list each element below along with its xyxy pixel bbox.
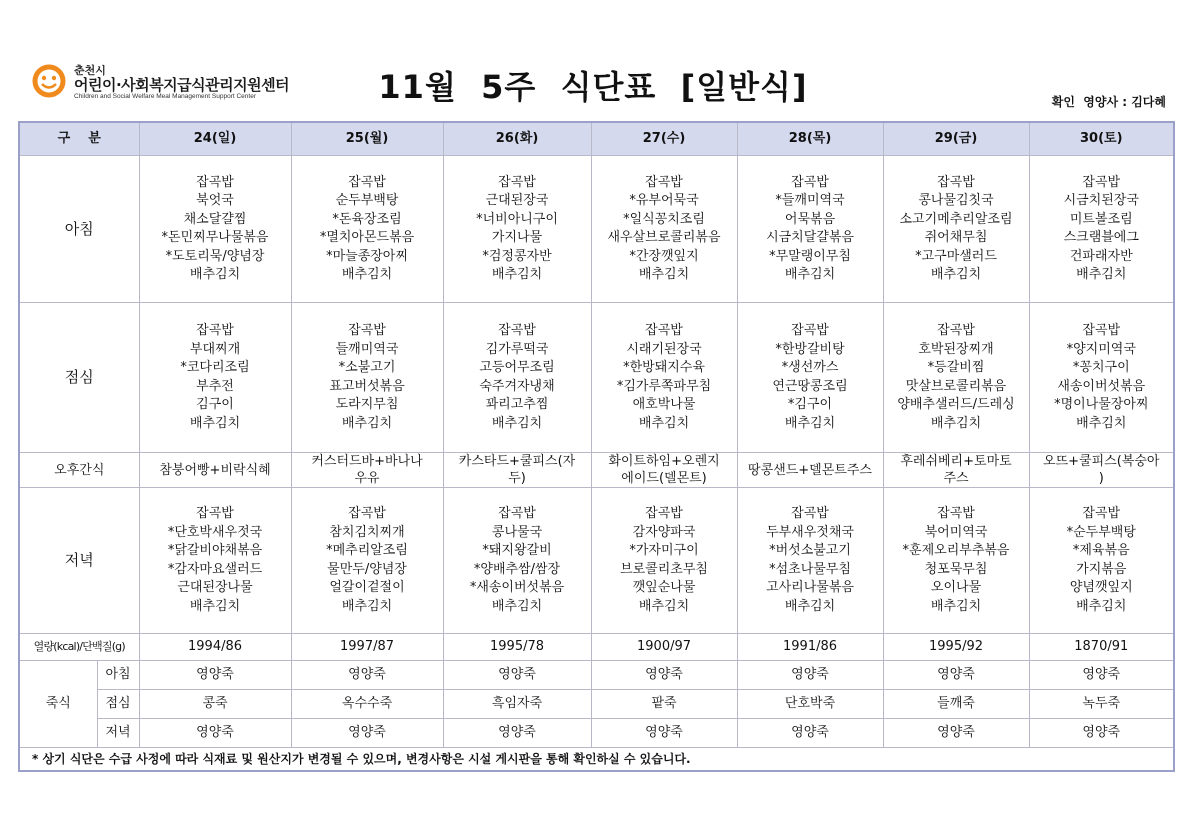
menu-item: 잡곡밥 xyxy=(791,506,829,521)
lunch-menu-cell xyxy=(139,303,291,453)
menu-item: 배추김치 xyxy=(638,598,690,614)
porridge-item: 영양죽 xyxy=(443,661,591,690)
menu-item: *제육볶음 xyxy=(1072,543,1130,558)
menu-item: *가자미구이 xyxy=(629,543,699,558)
lunch-menu-cell xyxy=(443,303,591,453)
menu-item: 배추김치 xyxy=(189,267,241,282)
menu-item: *마늘종장아찌 xyxy=(326,248,408,264)
page-title: 11월 5주 식단표 [일반식] xyxy=(378,68,808,106)
menu-item: 잡곡밥 xyxy=(937,323,975,338)
menu-item: *들깨미역국 xyxy=(775,193,845,208)
menu-item: 물만두/양념장 xyxy=(327,561,407,577)
menu-item: *꽁치구이 xyxy=(1072,360,1130,375)
logo-name: 어린이·사회복지급식관리지원센터 xyxy=(74,76,290,94)
dinner-menu-cell xyxy=(139,488,291,634)
menu-item: 잡곡밥 xyxy=(791,174,829,190)
snack-item: 참붕어빵+비락식혜 xyxy=(159,462,271,478)
day-header: 24(일) xyxy=(139,122,291,156)
lunch-row xyxy=(19,303,1174,453)
menu-item: 잡곡밥 xyxy=(645,506,683,521)
lunch-menu-cell xyxy=(737,303,883,453)
menu-item: 배추김치 xyxy=(638,415,690,431)
footnote-row xyxy=(19,748,1174,772)
meal-label-dinner: 저녁 xyxy=(19,488,139,634)
porridge-item: 영양죽 xyxy=(291,719,443,748)
porridge-item: 들깨죽 xyxy=(883,690,1029,719)
menu-item: 건파래자반 xyxy=(1069,248,1133,264)
menu-item: *너비아니구이 xyxy=(476,211,558,227)
porridge-sub-label: 점심 xyxy=(97,690,139,719)
menu-item: *메추리알조림 xyxy=(326,543,408,558)
meal-label-breakfast: 아침 xyxy=(19,156,139,303)
nutrition-value: 1997/87 xyxy=(291,634,443,661)
menu-item: 연근땅콩조림 xyxy=(772,378,848,394)
menu-item: 시금치달걀볶음 xyxy=(766,230,854,245)
menu-item: *무말랭이무침 xyxy=(769,248,851,264)
menu-item: 배추김치 xyxy=(341,267,393,282)
menu-item: *멸치아몬드볶음 xyxy=(319,230,415,245)
menu-item: 잡곡밥 xyxy=(196,323,234,338)
snack-cell xyxy=(443,453,591,488)
menu-item: 새우살브로콜리볶음 xyxy=(607,230,721,245)
snack-cell xyxy=(139,453,291,488)
menu-item: 배추김치 xyxy=(930,415,982,431)
menu-item: 얼갈이겉절이 xyxy=(329,580,405,595)
menu-item: 새송이버섯볶음 xyxy=(1057,378,1146,394)
menu-item: 숙주겨자냉채 xyxy=(479,378,555,394)
nutrition-value: 1995/78 xyxy=(443,634,591,661)
menu-item: 부추전 xyxy=(196,378,234,394)
snack-item: ) xyxy=(1098,471,1104,486)
logo-city: 춘천시 xyxy=(74,64,106,77)
breakfast-menu-cell xyxy=(443,156,591,303)
menu-item: 배추김치 xyxy=(784,415,836,431)
dinner-menu-cell xyxy=(1029,488,1174,634)
menu-item: 깻잎순나물 xyxy=(632,580,696,595)
breakfast-row xyxy=(19,156,1174,303)
menu-item: *김구이 xyxy=(787,397,833,412)
menu-item: *훈제오리부추볶음 xyxy=(902,543,1010,558)
menu-item: 잡곡밥 xyxy=(348,323,386,338)
menu-item: 배추김치 xyxy=(638,267,690,282)
menu-item: 배추김치 xyxy=(930,267,982,282)
day-header: 28(목) xyxy=(737,122,883,156)
menu-item: 잡곡밥 xyxy=(937,506,975,521)
menu-item: 잡곡밥 xyxy=(645,174,683,190)
menu-item: 어묵볶음 xyxy=(784,211,836,227)
menu-item: 도라지무침 xyxy=(335,397,399,412)
porridge-row-dinner xyxy=(19,719,1174,748)
menu-item: 잡곡밥 xyxy=(498,174,536,190)
menu-item: *도토리묵/양념장 xyxy=(165,248,265,264)
lunch-menu-cell xyxy=(883,303,1029,453)
menu-item: *한방돼지수육 xyxy=(623,360,705,375)
menu-item: *돈육장조림 xyxy=(332,211,402,227)
footnote: * 상기 식단은 수급 사정에 따라 식재료 및 원산지가 변경될 수 있으며, 변경사항은 시설 게시판을 통해 확인하실 수 있습니다. xyxy=(19,748,1174,772)
snack-item: 오뜨+쿨피스(복숭아 xyxy=(1043,454,1160,469)
porridge-row-lunch xyxy=(19,690,1174,719)
day-header: 25(월) xyxy=(291,122,443,156)
menu-item: 참치김치찌개 xyxy=(329,524,405,540)
menu-item: 꽈리고추찜 xyxy=(485,397,549,412)
menu-item: 들깨미역국 xyxy=(335,341,399,357)
menu-item: 배추김치 xyxy=(1076,598,1127,614)
menu-item: 브로콜리초무침 xyxy=(620,561,708,577)
breakfast-menu-cell xyxy=(291,156,443,303)
menu-item: 잡곡밥 xyxy=(498,323,536,338)
nutrition-row xyxy=(19,634,1174,661)
menu-item: 미트볼조림 xyxy=(1069,211,1133,227)
porridge-item: 옥수수죽 xyxy=(291,690,443,719)
porridge-row-breakfast xyxy=(19,661,1174,690)
menu-item: 김가루떡국 xyxy=(485,341,549,357)
header-label: 구 분 xyxy=(19,122,139,156)
dinner-menu-cell xyxy=(591,488,737,634)
menu-item: *섬초나물무침 xyxy=(769,561,851,577)
nutrition-label: 열량(kcal)/단백질(g) xyxy=(19,634,139,661)
lunch-menu-cell xyxy=(591,303,737,453)
menu-item: 잡곡밥 xyxy=(196,174,234,190)
menu-item: 근대된장국 xyxy=(485,193,549,208)
porridge-item: 영양죽 xyxy=(291,661,443,690)
snack-item: 주스 xyxy=(943,471,969,486)
menu-item: 잡곡밥 xyxy=(645,323,683,338)
menu-item: *양배추쌈/쌈장 xyxy=(473,561,561,577)
porridge-item: 영양죽 xyxy=(1029,661,1174,690)
snack-cell xyxy=(591,453,737,488)
menu-item: 콩나물김칫국 xyxy=(918,193,994,208)
porridge-item: 흑임자죽 xyxy=(443,690,591,719)
menu-item: 김구이 xyxy=(196,397,234,412)
menu-item: *단호박새우젓국 xyxy=(167,524,263,540)
menu-item: 애호박나물 xyxy=(632,397,696,412)
menu-item: 순두부백탕 xyxy=(335,193,399,208)
menu-item: *소불고기 xyxy=(338,360,396,375)
header-row xyxy=(19,122,1174,156)
day-header: 27(수) xyxy=(591,122,737,156)
snack-item: 후레쉬베리+토마토 xyxy=(900,454,1012,469)
menu-item: *한방갈비탕 xyxy=(775,341,845,357)
porridge-item: 영양죽 xyxy=(883,719,1029,748)
porridge-sub-label: 저녁 xyxy=(97,719,139,748)
menu-item: *돼지왕갈비 xyxy=(482,543,552,558)
menu-item: 잡곡밥 xyxy=(1082,323,1121,338)
meal-label-lunch: 점심 xyxy=(19,303,139,453)
snack-item: 카스타드+쿨피스(자 xyxy=(458,454,576,469)
menu-item: 잡곡밥 xyxy=(498,506,536,521)
menu-item: 잡곡밥 xyxy=(348,174,386,190)
porridge-sub-label: 아침 xyxy=(97,661,139,690)
nutrition-value: 1991/86 xyxy=(737,634,883,661)
menu-item: 표고버섯볶음 xyxy=(329,378,405,394)
nutrition-value: 1900/97 xyxy=(591,634,737,661)
porridge-item: 영양죽 xyxy=(139,661,291,690)
day-header: 30(토) xyxy=(1029,122,1174,156)
snack-cell xyxy=(291,453,443,488)
menu-item: 맛살브로콜리볶음 xyxy=(905,378,1007,394)
menu-item: 고등어무조림 xyxy=(479,360,555,375)
menu-item: 고사리나물볶음 xyxy=(766,580,854,595)
menu-item: *닭갈비야채볶음 xyxy=(167,543,263,558)
menu-item: 배추김치 xyxy=(1076,267,1127,282)
porridge-item: 영양죽 xyxy=(443,719,591,748)
dietitian-confirm: 확인 영양사 : 김다혜 xyxy=(1051,95,1166,109)
porridge-item: 콩죽 xyxy=(139,690,291,719)
snack-cell xyxy=(883,453,1029,488)
breakfast-menu-cell xyxy=(737,156,883,303)
dinner-menu-cell xyxy=(291,488,443,634)
breakfast-menu-cell xyxy=(1029,156,1174,303)
snack-item: 에이드(델몬트) xyxy=(621,471,707,486)
menu-item: 잡곡밥 xyxy=(1082,506,1121,521)
menu-item: 콩나물국 xyxy=(491,524,543,540)
porridge-item: 영양죽 xyxy=(591,719,737,748)
menu-item: 오이나물 xyxy=(930,580,982,595)
porridge-item: 영양죽 xyxy=(737,661,883,690)
menu-item: 배추김치 xyxy=(1076,415,1127,431)
menu-item: *유부어묵국 xyxy=(629,193,699,208)
menu-item: 배추김치 xyxy=(784,598,836,614)
menu-item: 잡곡밥 xyxy=(196,506,234,521)
menu-item: *명이나물장아찌 xyxy=(1054,397,1149,412)
menu-item: 잡곡밥 xyxy=(937,174,975,190)
menu-item: 두부새우젓채국 xyxy=(766,524,854,540)
menu-item: 쥐어채무침 xyxy=(924,230,988,245)
menu-item: 배추김치 xyxy=(491,415,543,431)
nutrition-value: 1870/91 xyxy=(1029,634,1174,661)
menu-item: 북어미역국 xyxy=(924,524,988,540)
porridge-item: 팥죽 xyxy=(591,690,737,719)
menu-item: *김가루쪽파무침 xyxy=(616,378,712,394)
snack-item: 땅콩샌드+델몬트주스 xyxy=(748,462,872,478)
menu-item: *일식꽁치조림 xyxy=(623,211,705,227)
porridge-item: 영양죽 xyxy=(883,661,1029,690)
menu-item: 감자양파국 xyxy=(632,524,696,540)
menu-item: *양지미역국 xyxy=(1066,341,1136,357)
porridge-label: 죽식 xyxy=(19,661,97,748)
menu-item: *검정콩자반 xyxy=(482,248,552,264)
menu-item: 배추김치 xyxy=(491,267,543,282)
menu-item: *순두부백탕 xyxy=(1066,524,1136,540)
menu-item: 양념깻잎지 xyxy=(1069,580,1133,595)
breakfast-menu-cell xyxy=(139,156,291,303)
menu-item: 소고기메추리알조림 xyxy=(899,211,1013,227)
nutrition-value: 1994/86 xyxy=(139,634,291,661)
dinner-menu-cell xyxy=(443,488,591,634)
menu-item: 북엇국 xyxy=(196,193,234,208)
menu-item: 배추김치 xyxy=(341,415,393,431)
menu-item: 잡곡밥 xyxy=(1082,174,1121,190)
menu-item: *버섯소불고기 xyxy=(769,543,851,558)
porridge-item: 영양죽 xyxy=(139,719,291,748)
menu-item: 배추김치 xyxy=(189,598,241,614)
menu-item: 시래기된장국 xyxy=(626,341,702,357)
dinner-menu-cell xyxy=(883,488,1029,634)
porridge-item: 영양죽 xyxy=(1029,719,1174,748)
menu-item: 가지나물 xyxy=(491,230,543,245)
breakfast-menu-cell xyxy=(883,156,1029,303)
menu-item: 잡곡밥 xyxy=(791,323,829,338)
snack-cell xyxy=(737,453,883,488)
menu-item: 배추김치 xyxy=(491,598,543,614)
menu-item: 청포묵무침 xyxy=(924,561,988,577)
dinner-menu-cell xyxy=(737,488,883,634)
snack-item: 커스터드바+바나나 xyxy=(311,454,423,469)
menu-item: 배추김치 xyxy=(189,415,241,431)
menu-item: *감자마요샐러드 xyxy=(167,561,263,577)
menu-item: 채소달걀찜 xyxy=(183,211,247,227)
snack-item: 화이트하임+오렌지 xyxy=(608,454,720,469)
menu-item: 배추김치 xyxy=(784,267,836,282)
menu-item: 잡곡밥 xyxy=(348,506,386,521)
snack-row xyxy=(19,453,1174,488)
logo-english: Children and Social Welfare Meal Management Support Center xyxy=(74,93,256,100)
menu-item: 스크램블에그 xyxy=(1063,230,1139,245)
menu-item: *간장깻잎지 xyxy=(629,248,699,264)
porridge-item: 영양죽 xyxy=(737,719,883,748)
menu-item: 가지볶음 xyxy=(1076,561,1127,577)
day-header: 29(금) xyxy=(883,122,1029,156)
meal-label-snack: 오후간식 xyxy=(19,453,139,488)
breakfast-menu-cell xyxy=(591,156,737,303)
dinner-row xyxy=(19,488,1174,634)
nutrition-value: 1995/92 xyxy=(883,634,1029,661)
menu-item: 부대찌개 xyxy=(189,341,241,357)
menu-item: *새송이버섯볶음 xyxy=(469,580,565,595)
menu-item: 배추김치 xyxy=(930,598,982,614)
porridge-item: 영양죽 xyxy=(591,661,737,690)
menu-item: 호박된장찌개 xyxy=(918,341,994,357)
snack-item: 두) xyxy=(508,471,526,486)
porridge-item: 단호박죽 xyxy=(737,690,883,719)
menu-item: *고구마샐러드 xyxy=(915,248,997,264)
porridge-item: 녹두죽 xyxy=(1029,690,1174,719)
meal-plan-table xyxy=(18,121,1175,772)
menu-item: *코다리조림 xyxy=(180,360,250,375)
day-header: 26(화) xyxy=(443,122,591,156)
menu-item: 근대된장나물 xyxy=(177,580,253,595)
menu-item: 배추김치 xyxy=(341,598,393,614)
menu-item: *생선까스 xyxy=(781,360,839,375)
menu-item: 시금치된장국 xyxy=(1063,193,1139,208)
lunch-menu-cell xyxy=(1029,303,1174,453)
menu-item: 양배추샐러드/드레싱 xyxy=(897,397,1015,412)
menu-item: *등갈비찜 xyxy=(927,360,985,375)
snack-item: 우유 xyxy=(354,471,380,486)
lunch-menu-cell xyxy=(291,303,443,453)
menu-item: *돈민찌무나물볶음 xyxy=(161,230,269,245)
snack-cell xyxy=(1029,453,1174,488)
